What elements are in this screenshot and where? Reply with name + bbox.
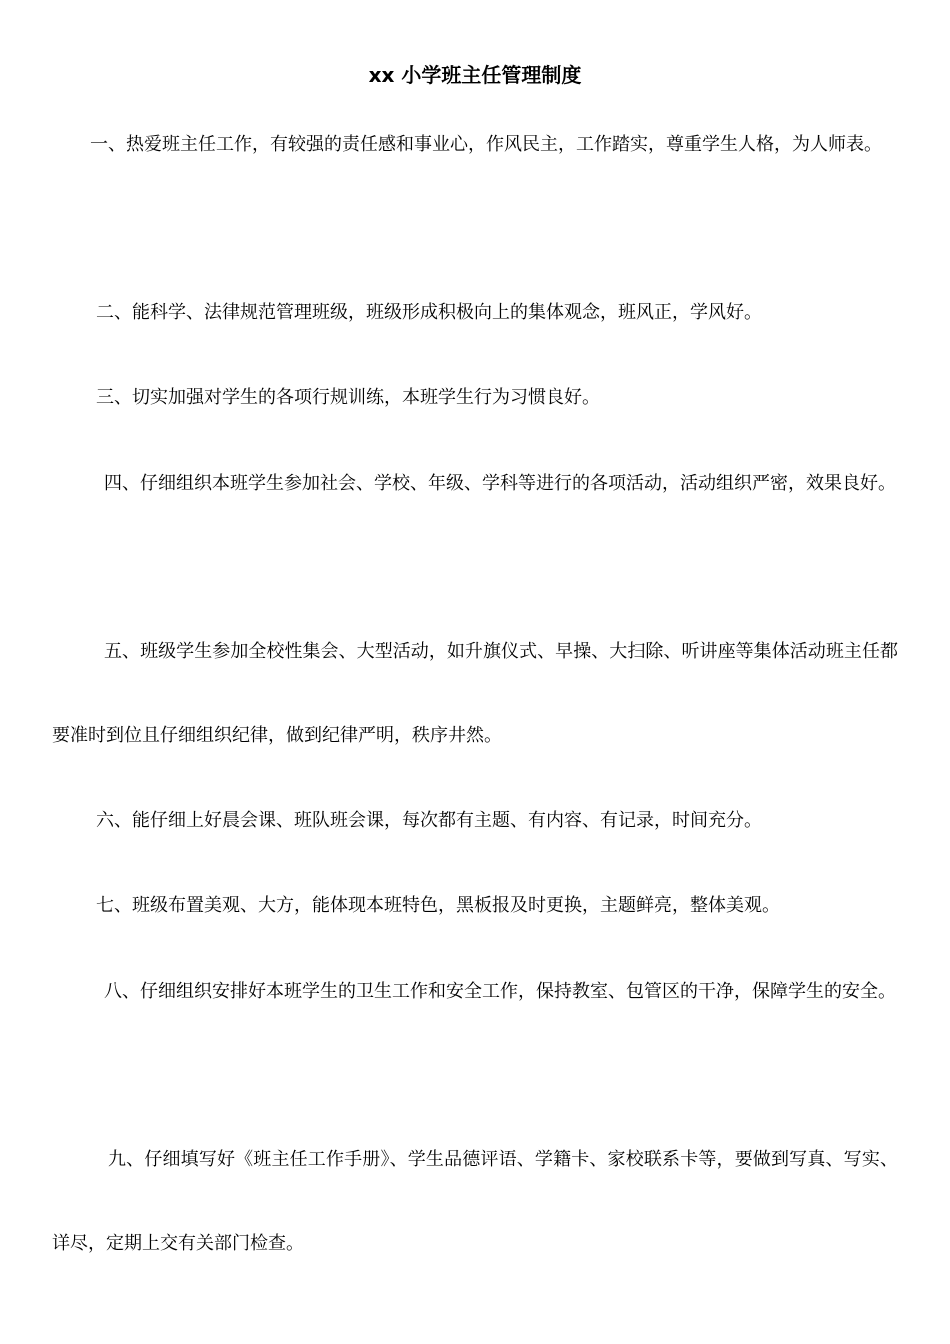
- paragraph-1: 一、热爱班主任工作，有较强的责任感和事业心，作风民主，工作踏实，尊重学生人格，为人师表。: [90, 134, 882, 155]
- paragraph-9: 九、仔细填写好《班主任工作手册》、学生品德评语、学籍卡、家校联系卡等，要做到写真、写实、详尽，定期上交有关部门检查。: [52, 1149, 898, 1254]
- paragraph-8: 八、仔细组织安排好本班学生的卫生工作和安全工作，保持教室、包管区的干净，保障学生的安全。: [104, 981, 896, 1002]
- paragraph-2: 二、能科学、法律规范管理班级，班级形成积极向上的集体观念，班风正，学风好。: [96, 302, 762, 323]
- document-title: xx 小学班主任管理制度: [368, 63, 582, 87]
- paragraph-3: 三、切实加强对学生的各项行规训练，本班学生行为习惯良好。: [96, 387, 600, 408]
- paragraph-5: 五、班级学生参加全校性集会、大型活动，如升旗仪式、早操、大扫除、听讲座等集体活动班主任都要准时到位且仔细组织纪律，做到纪律严明，秩序井然。: [52, 641, 898, 746]
- paragraph-6: 六、能仔细上好晨会课、班队班会课，每次都有主题、有内容、有记录，时间充分。: [96, 810, 762, 831]
- paragraph-4: 四、仔细组织本班学生参加社会、学校、年级、学科等进行的各项活动，活动组织严密，效果良好。: [104, 473, 896, 494]
- paragraph-7: 七、班级布置美观、大方，能体现本班特色，黑板报及时更换，主题鲜亮，整体美观。: [96, 895, 780, 916]
